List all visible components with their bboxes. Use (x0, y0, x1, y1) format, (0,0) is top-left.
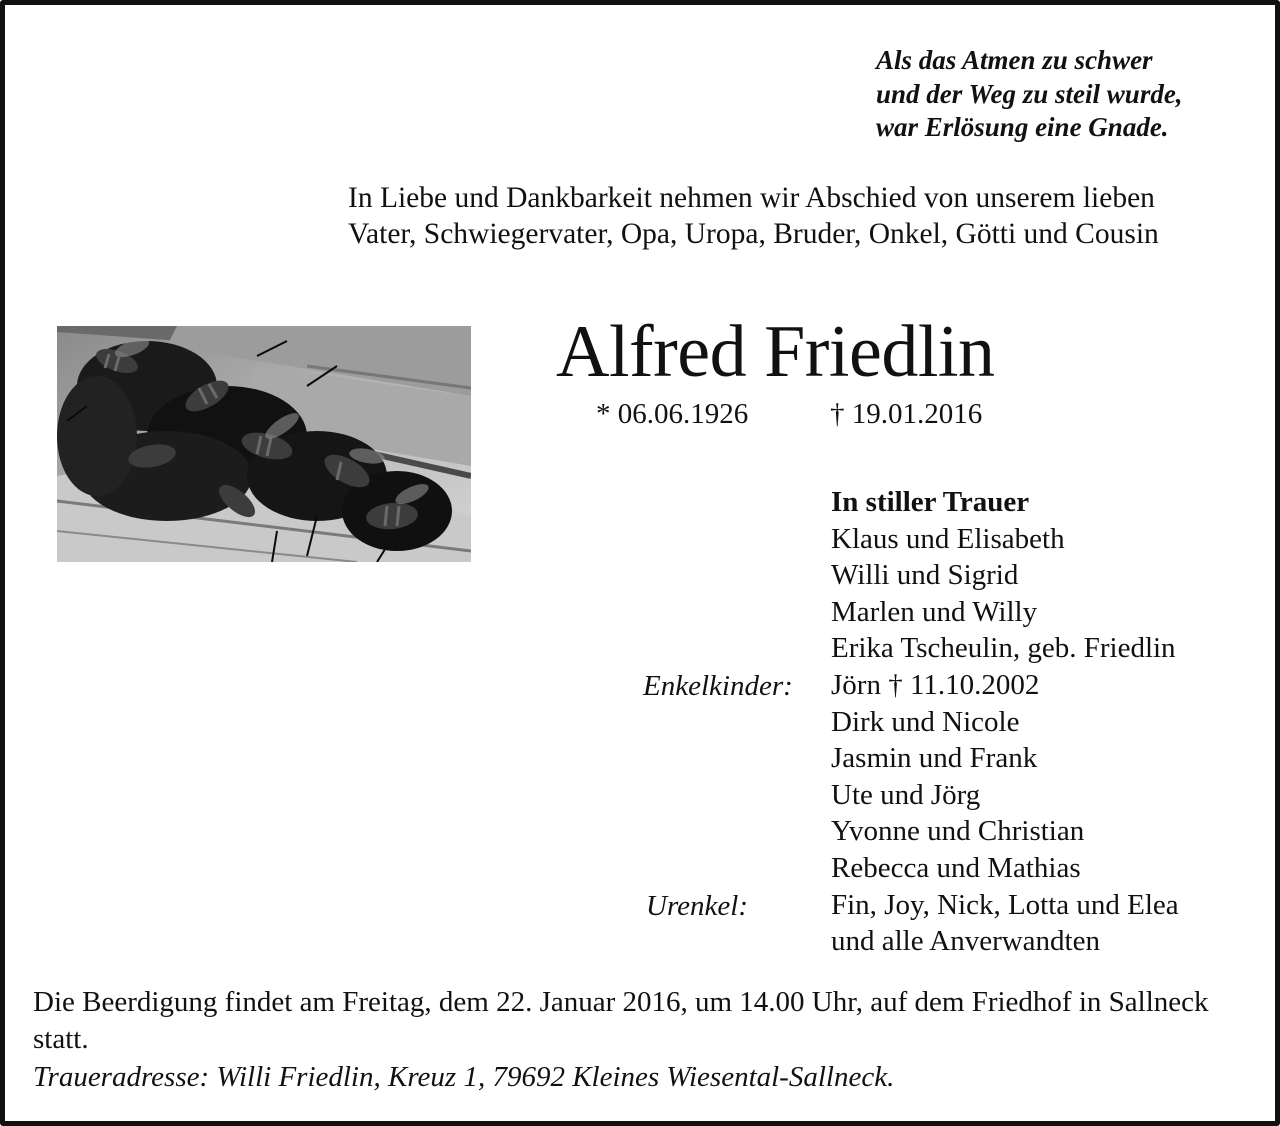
child-entry: Willi und Sigrid (831, 559, 1019, 592)
child-entry: Klaus und Elisabeth (831, 522, 1065, 555)
birth-date: * 06.06.1926 (596, 398, 749, 430)
great-grandchildren-label: Urenkel: (646, 890, 748, 922)
mourners-heading: In stiller Trauer (831, 486, 1030, 518)
mourning-address: Traueradresse: Willi Friedlin, Kreuz 1, 79692 Kleines Wiesental-Sallneck. (33, 1061, 895, 1093)
grandchild-entry: Yvonne und Christian (831, 815, 1085, 848)
motto-line: Als das Atmen zu schwer (876, 45, 1153, 75)
grandchildren-label: Enkelkinder: (643, 670, 793, 702)
intro-line: Vater, Schwiegervater, Opa, Uropa, Bruder, Onkel, Götti und Cousin (348, 218, 1159, 250)
bees-photo (57, 326, 471, 562)
bees-photo-icon (57, 326, 471, 562)
motto-line: und der Weg zu steil wurde, (876, 78, 1183, 109)
grandchild-entry: Jasmin und Frank (831, 742, 1038, 775)
child-entry: Marlen und Willy (831, 595, 1038, 628)
motto-line: war Erlösung eine Gnade. (876, 112, 1169, 142)
grandchild-entry: Rebecca und Mathias (831, 851, 1081, 884)
intro-line: In Liebe und Dankbarkeit nehmen wir Abschied von unserem lieben (348, 182, 1155, 214)
grandchild-entry: Dirk und Nicole (831, 705, 1020, 738)
mourners-list (831, 484, 1179, 960)
child-entry: Erika Tscheulin, geb. Friedlin (831, 632, 1176, 665)
deceased-name: Alfred Friedlin (556, 311, 995, 393)
burial-notice: Die Beerdigung findet am Freitag, dem 22. Januar 2016, um 14.00 Uhr, auf dem Friedhof in Sallneck statt. (33, 986, 1209, 1055)
grandchild-entry: Ute und Jörg (831, 778, 981, 811)
motto-verse (876, 44, 1183, 145)
closing-entry: und alle Anverwandten (831, 925, 1100, 958)
grandchild-entry: Jörn † 11.10.2002 (831, 668, 1040, 701)
intro-text (348, 180, 1159, 252)
great-grandchild-entry: Fin, Joy, Nick, Lotta und Elea (831, 888, 1179, 921)
death-date: † 19.01.2016 (830, 398, 983, 430)
